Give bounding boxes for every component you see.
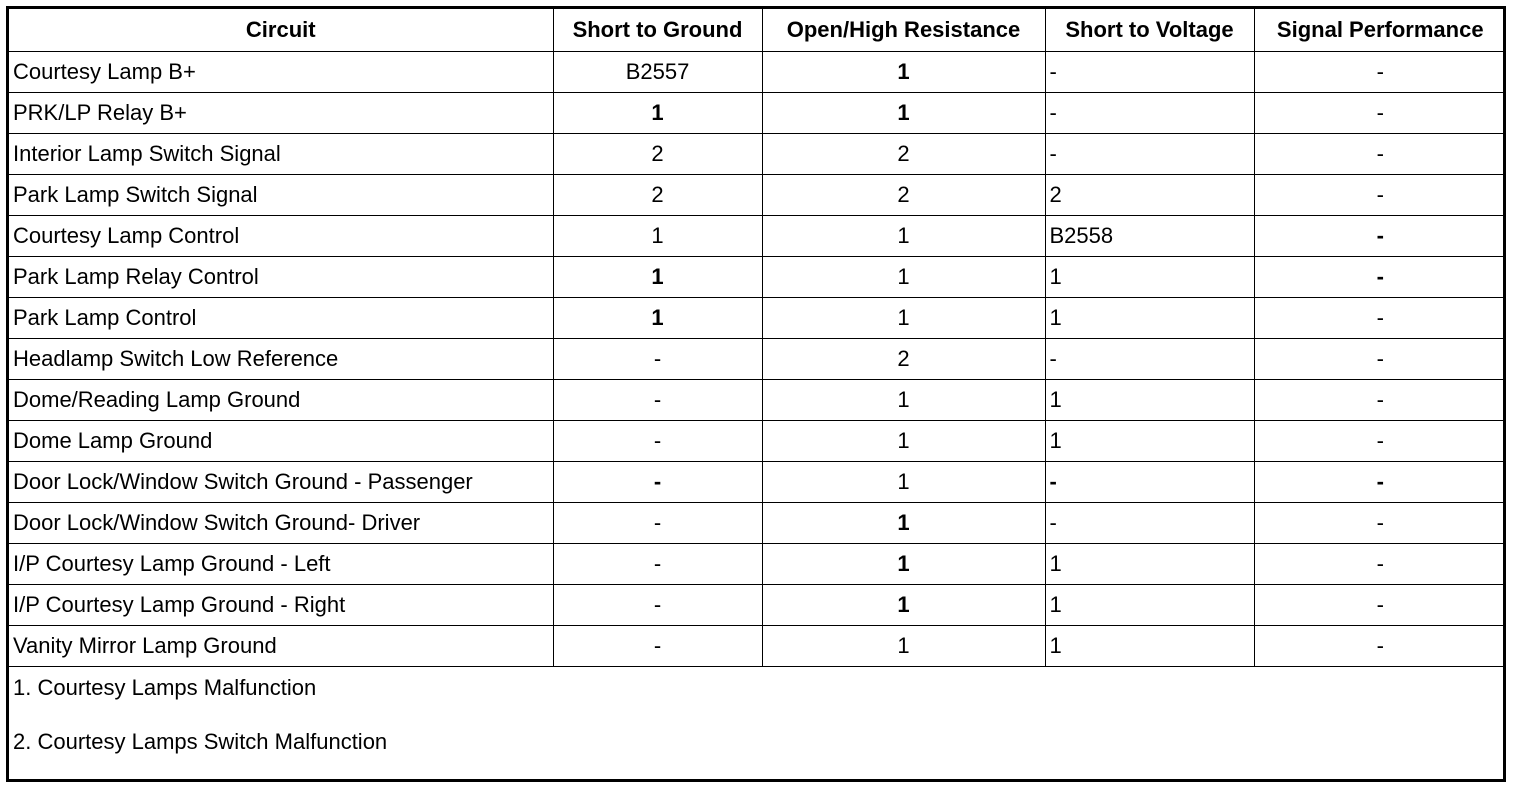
cell-signal-performance: - [1254, 51, 1506, 92]
table-row [9, 215, 1506, 256]
cell-open-high-resistance: 1 [762, 51, 1045, 92]
cell-circuit: I/P Courtesy Lamp Ground - Right [9, 584, 553, 625]
cell-signal-performance: - [1254, 379, 1506, 420]
cell-open-high-resistance: 1 [762, 502, 1045, 543]
table-row [9, 420, 1506, 461]
table-row [9, 256, 1506, 297]
cell-short-to-ground: - [553, 625, 762, 666]
cell-circuit: Park Lamp Control [9, 297, 553, 338]
header-open-high-resistance: Open/High Resistance [762, 9, 1045, 51]
cell-short-to-ground: 1 [553, 215, 762, 256]
cell-short-to-ground: - [553, 379, 762, 420]
cell-short-to-voltage: - [1045, 51, 1254, 92]
cell-short-to-voltage: 1 [1045, 543, 1254, 584]
header-short-to-voltage: Short to Voltage [1045, 9, 1254, 51]
cell-open-high-resistance: 1 [762, 379, 1045, 420]
cell-open-high-resistance: 1 [762, 297, 1045, 338]
cell-open-high-resistance: 1 [762, 420, 1045, 461]
notes-row [9, 666, 1506, 762]
header-circuit: Circuit [9, 9, 553, 51]
cell-short-to-voltage: 1 [1045, 584, 1254, 625]
cell-signal-performance: - [1254, 92, 1506, 133]
cell-signal-performance: - [1254, 133, 1506, 174]
cell-open-high-resistance: 2 [762, 133, 1045, 174]
table-row [9, 543, 1506, 584]
cell-signal-performance: - [1254, 502, 1506, 543]
cell-open-high-resistance: 1 [762, 256, 1045, 297]
table-row [9, 338, 1506, 379]
cell-short-to-voltage: 1 [1045, 256, 1254, 297]
cell-circuit: Door Lock/Window Switch Ground- Driver [9, 502, 553, 543]
cell-circuit: I/P Courtesy Lamp Ground - Left [9, 543, 553, 584]
cell-short-to-ground: 1 [553, 256, 762, 297]
cell-signal-performance: - [1254, 215, 1506, 256]
cell-open-high-resistance: 2 [762, 338, 1045, 379]
cell-circuit: Courtesy Lamp B+ [9, 51, 553, 92]
cell-circuit: PRK/LP Relay B+ [9, 92, 553, 133]
cell-short-to-ground: - [553, 502, 762, 543]
cell-circuit: Courtesy Lamp Control [9, 215, 553, 256]
cell-signal-performance: - [1254, 461, 1506, 502]
cell-circuit: Park Lamp Relay Control [9, 256, 553, 297]
cell-short-to-ground: 1 [553, 92, 762, 133]
cell-short-to-ground: 1 [553, 297, 762, 338]
cell-short-to-ground: - [553, 461, 762, 502]
cell-short-to-ground: - [553, 543, 762, 584]
cell-circuit: Interior Lamp Switch Signal [9, 133, 553, 174]
cell-open-high-resistance: 1 [762, 625, 1045, 666]
cell-circuit: Dome Lamp Ground [9, 420, 553, 461]
cell-signal-performance: - [1254, 297, 1506, 338]
table-row [9, 92, 1506, 133]
cell-open-high-resistance: 1 [762, 92, 1045, 133]
cell-short-to-ground: 2 [553, 133, 762, 174]
cell-short-to-voltage: 1 [1045, 297, 1254, 338]
cell-signal-performance: - [1254, 256, 1506, 297]
header-signal-performance: Signal Performance [1254, 9, 1506, 51]
table-row [9, 625, 1506, 666]
cell-short-to-ground: B2557 [553, 51, 762, 92]
cell-short-to-voltage: - [1045, 502, 1254, 543]
cell-signal-performance: - [1254, 625, 1506, 666]
cell-signal-performance: - [1254, 174, 1506, 215]
cell-signal-performance: - [1254, 338, 1506, 379]
cell-short-to-ground: - [553, 420, 762, 461]
cell-open-high-resistance: 1 [762, 461, 1045, 502]
cell-short-to-voltage: - [1045, 461, 1254, 502]
table-row [9, 133, 1506, 174]
cell-short-to-ground: - [553, 584, 762, 625]
header-row [9, 9, 1506, 51]
cell-short-to-voltage: B2558 [1045, 215, 1254, 256]
cell-signal-performance: - [1254, 420, 1506, 461]
cell-short-to-voltage: - [1045, 338, 1254, 379]
cell-open-high-resistance: 2 [762, 174, 1045, 215]
cell-circuit: Park Lamp Switch Signal [9, 174, 553, 215]
cell-short-to-voltage: 1 [1045, 379, 1254, 420]
cell-short-to-voltage: - [1045, 92, 1254, 133]
table-row [9, 461, 1506, 502]
footnote-2: 2. Courtesy Lamps Switch Malfunction [13, 728, 388, 754]
table-row [9, 584, 1506, 625]
cell-short-to-voltage: - [1045, 133, 1254, 174]
footnote-1: 1. Courtesy Lamps Malfunction [13, 674, 317, 700]
table-row [9, 174, 1506, 215]
footnotes [9, 666, 1506, 762]
cell-circuit: Headlamp Switch Low Reference [9, 338, 553, 379]
diagnostic-table-frame [6, 6, 1506, 782]
cell-signal-performance: - [1254, 584, 1506, 625]
cell-open-high-resistance: 1 [762, 584, 1045, 625]
table-row [9, 297, 1506, 338]
cell-circuit: Door Lock/Window Switch Ground - Passenger [9, 461, 553, 502]
cell-short-to-voltage: 1 [1045, 625, 1254, 666]
cell-short-to-ground: 2 [553, 174, 762, 215]
table-row [9, 51, 1506, 92]
cell-signal-performance: - [1254, 543, 1506, 584]
table-row [9, 379, 1506, 420]
cell-circuit: Dome/Reading Lamp Ground [9, 379, 553, 420]
cell-open-high-resistance: 1 [762, 215, 1045, 256]
circuit-diagnostic-table [9, 9, 1506, 762]
table-row [9, 502, 1506, 543]
cell-circuit: Vanity Mirror Lamp Ground [9, 625, 553, 666]
table-body [9, 51, 1506, 762]
cell-open-high-resistance: 1 [762, 543, 1045, 584]
cell-short-to-ground: - [553, 338, 762, 379]
header-short-to-ground: Short to Ground [553, 9, 762, 51]
cell-short-to-voltage: 1 [1045, 420, 1254, 461]
cell-short-to-voltage: 2 [1045, 174, 1254, 215]
